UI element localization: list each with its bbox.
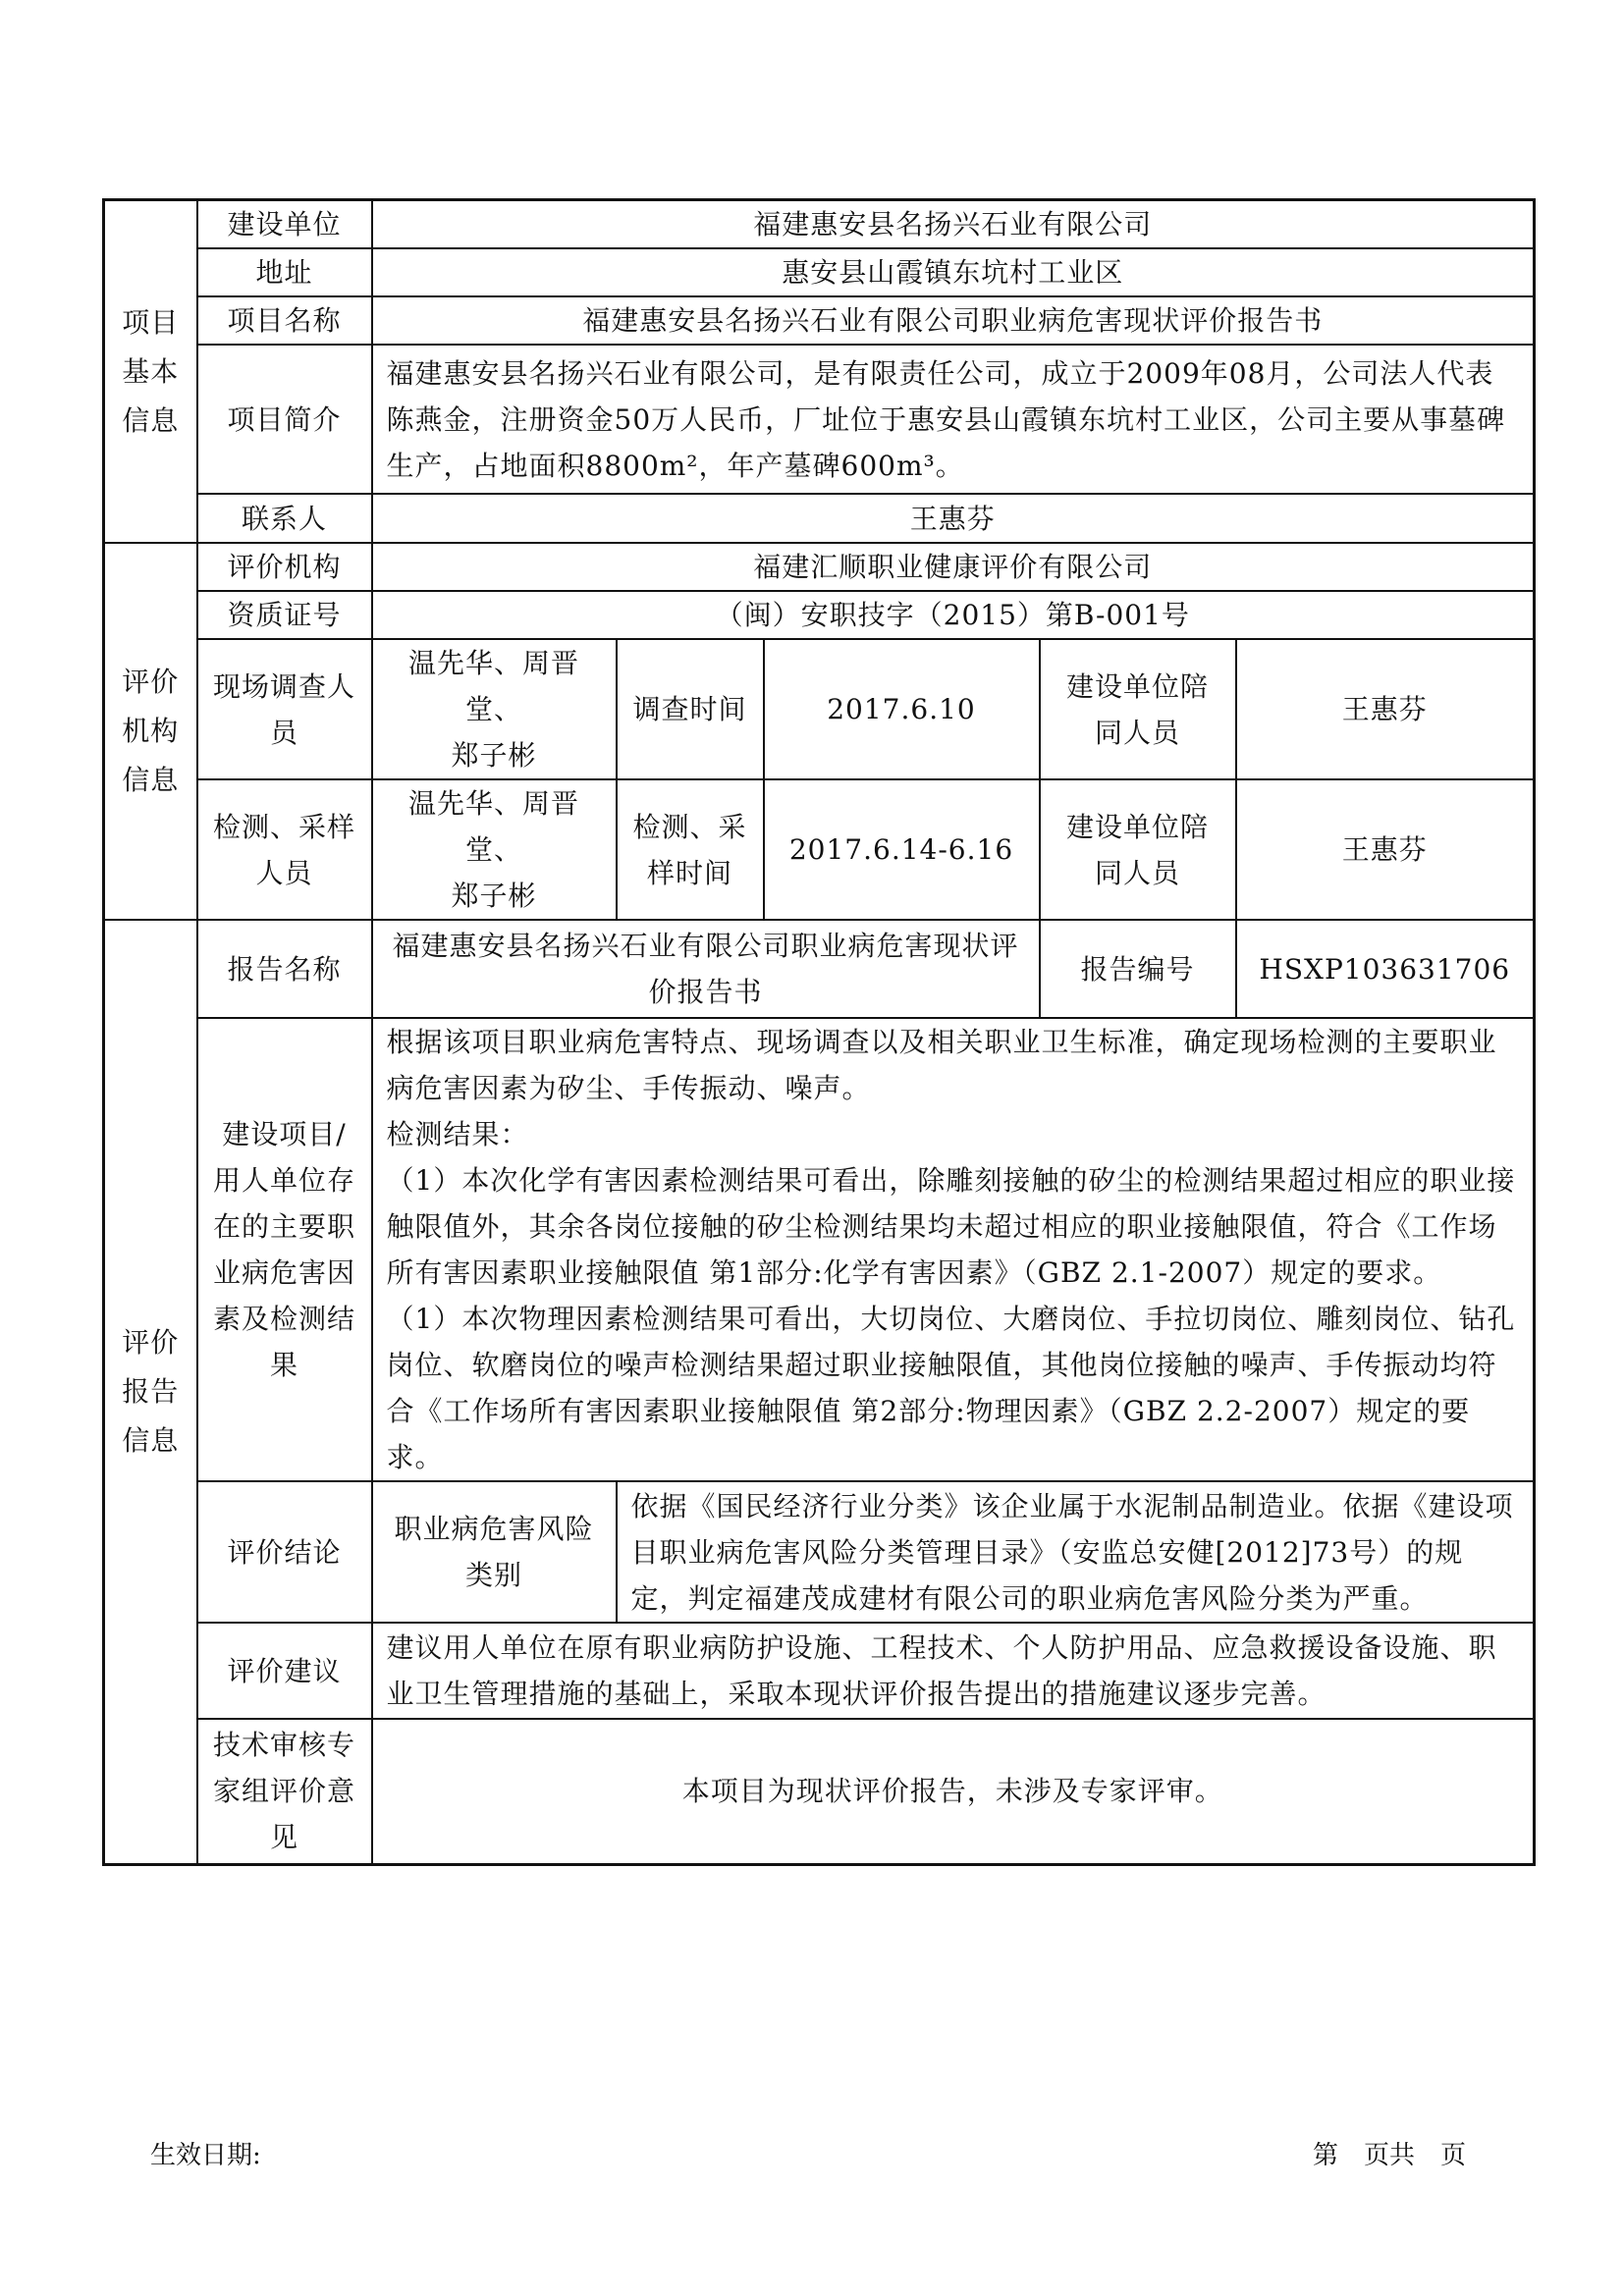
- sampling-staff-label: 检测、采样 人员: [197, 779, 372, 920]
- hazards-results: [372, 1018, 1535, 1481]
- survey-escort-value: 王惠芬: [1236, 639, 1535, 779]
- address-value: 惠安县山霞镇东坑村工业区: [372, 248, 1535, 296]
- row-expert: [104, 1719, 1535, 1864]
- row-certificate: [104, 591, 1535, 639]
- sampling-escort-label: 建设单位陪 同人员: [1040, 779, 1236, 920]
- row-hazards: [104, 1018, 1535, 1481]
- survey-time-label: 调查时间: [617, 639, 764, 779]
- unit-label: 建设单位: [197, 200, 372, 249]
- risk-category-label: 职业病危害风险 类别: [372, 1481, 617, 1623]
- sampling-time-label: 检测、采 样时间: [617, 779, 764, 920]
- expert-value: 本项目为现状评价报告，未涉及专家评审。: [372, 1719, 1535, 1864]
- row-agency: [104, 543, 1535, 591]
- survey-escort-label: 建设单位陪 同人员: [1040, 639, 1236, 779]
- group-agency-info: 评价 机构 信息: [104, 543, 197, 920]
- address-label: 地址: [197, 248, 372, 296]
- evaluation-summary-table: [102, 198, 1536, 1866]
- unit-value: 福建惠安县名扬兴石业有限公司: [372, 200, 1535, 249]
- row-unit: [104, 200, 1535, 249]
- contact-value: 王惠芬: [372, 494, 1535, 543]
- hazards-paragraph: （1）本次化学有害因素检测结果可看出，除雕刻接触的矽尘的检测结果超过相应的职业接触限值外，其余各岗位接触的矽尘检测结果均未超过相应的职业接触限值，符合《工作场所有害因素职业接触限值 第1部分:化学有害因素》（GBZ 2.1-2007）规定的要求。: [386, 1164, 1516, 1289]
- project-intro-value: 福建惠安县名扬兴石业有限公司，是有限责任公司，成立于2009年08月，公司法人代表陈燕金，注册资金50万人民币，厂址位于惠安县山霞镇东坑村工业区，公司主要从事墓碑生产，占地面积8800m²，年产墓碑600m³。: [372, 345, 1535, 494]
- sampling-escort-value: 王惠芬: [1236, 779, 1535, 920]
- row-suggestion: [104, 1623, 1535, 1719]
- suggestion-value: 建议用人单位在原有职业病防护设施、工程技术、个人防护用品、应急救援设备设施、职业卫生管理措施的基础上，采取本现状评价报告提出的措施建议逐步完善。: [372, 1623, 1535, 1719]
- sampling-time-value: 2017.6.14-6.16: [764, 779, 1040, 920]
- project-intro-label: 项目简介: [197, 345, 372, 494]
- hazards-paragraph: 根据该项目职业病危害特点、现场调查以及相关职业卫生标准，确定现场检测的主要职业病危害因素为矽尘、手传振动、噪声。: [386, 1026, 1497, 1104]
- certificate-label: 资质证号: [197, 591, 372, 639]
- survey-time-value: 2017.6.10: [764, 639, 1040, 779]
- group-report-info: 评价 报告 信息: [104, 920, 197, 1864]
- survey-staff-value: 温先华、周晋堂、 郑子彬: [372, 639, 617, 779]
- hazards-label: 建设项目/ 用人单位存 在的主要职 业病危害因 素及检测结 果: [197, 1018, 372, 1481]
- hazards-paragraph: 检测结果：: [386, 1118, 529, 1150]
- conclusion-value: 依据《国民经济行业分类》该企业属于水泥制品制造业。依据《建设项目职业病危害风险分类管理目录》（安监总安健[2012]73号）的规定，判定福建茂成建材有限公司的职业病危害风险分类为严重。: [617, 1481, 1535, 1623]
- report-name-value: 福建惠安县名扬兴石业有限公司职业病危害现状评 价报告书: [372, 920, 1040, 1018]
- row-project-intro: [104, 345, 1535, 494]
- row-survey: [104, 639, 1535, 779]
- agency-value: 福建汇顺职业健康评价有限公司: [372, 543, 1535, 591]
- row-contact: [104, 494, 1535, 543]
- project-name-value: 福建惠安县名扬兴石业有限公司职业病危害现状评价报告书: [372, 296, 1535, 345]
- row-project-name: [104, 296, 1535, 345]
- survey-staff-label: 现场调查人 员: [197, 639, 372, 779]
- certificate-value: （闽）安职技字（2015）第B-001号: [372, 591, 1535, 639]
- row-report-name: [104, 920, 1535, 1018]
- suggestion-label: 评价建议: [197, 1623, 372, 1719]
- report-number-value: HSXP103631706: [1236, 920, 1535, 1018]
- group-basic-info: 项目 基本 信息: [104, 200, 197, 544]
- hazards-paragraph: （1）本次物理因素检测结果可看出，大切岗位、大磨岗位、手拉切岗位、雕刻岗位、钻孔岗位、软磨岗位的噪声检测结果超过职业接触限值，其他岗位接触的噪声、手传振动均符合《工作场所有害因素职业接触限值 第2部分:物理因素》（GBZ 2.2-2007）规定的要求。: [386, 1303, 1516, 1473]
- agency-label: 评价机构: [197, 543, 372, 591]
- report-number-label: 报告编号: [1040, 920, 1236, 1018]
- expert-label: 技术审核专 家组评价意 见: [197, 1719, 372, 1864]
- contact-label: 联系人: [197, 494, 372, 543]
- project-name-label: 项目名称: [197, 296, 372, 345]
- conclusion-label: 评价结论: [197, 1481, 372, 1623]
- row-sampling: [104, 779, 1535, 920]
- row-conclusion: [104, 1481, 1535, 1623]
- sampling-staff-value: 温先华、周晋堂、 郑子彬: [372, 779, 617, 920]
- report-name-label: 报告名称: [197, 920, 372, 1018]
- page-number: 第 页共 页: [1313, 2141, 1467, 2170]
- effective-date-label: 生效日期:: [150, 2141, 261, 2170]
- row-address: [104, 248, 1535, 296]
